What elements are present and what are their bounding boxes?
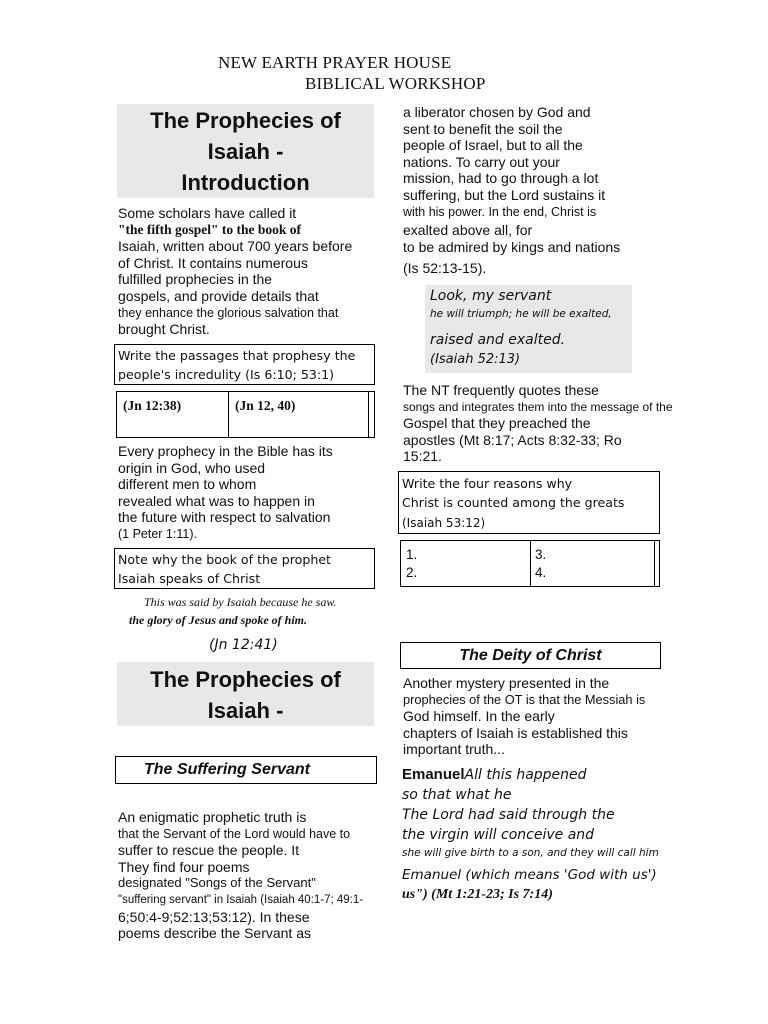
title-line: The Prophecies of (150, 108, 341, 133)
deity-paragraph: Another mystery presented in the prophecies of the OT is that the Messiah is God himself. In the early chapters of Isaiah is established this important truth... (403, 675, 646, 758)
quote-line-1: This was said by Isaiah because he saw. (144, 595, 337, 609)
emanuel-passage: EmanuelAll this happened so that what he The Lord had said through the the virgin will conceive and she will give birth to a son, and they will call him Emanuel (which means 'God with us') us") (Mt 1:21-23; Is 7:14) (402, 766, 659, 902)
title-line: Introduction (181, 170, 310, 195)
exercise-box-incredulity: Write the passages that prophesy the people's incredulity (Is 6:10; 53:1) (114, 344, 375, 385)
header-line-1: NEW EARTH PRAYER HOUSE (218, 53, 452, 72)
title-line: The Prophecies of (150, 667, 341, 692)
servant-paragraph: An enigmatic prophetic truth is that the Servant of the Lord would have to suffer to rescue the people. It They find four poems designated "Songs of the Servant" "suffering servant" in Isaiah (Isaiah 40:1-7; 49:1- 6;50:4-9;52:13;53:12). In these poems describe the Servant as (118, 809, 364, 942)
intro-paragraph: Some scholars have called it "the fifth gospel" to the book of Isaiah, written about 700 years before of Christ. It contains numerous fulfilled prophecies in the gospels, and provide details that they enhance the glorious salvation that brought Christ. (118, 205, 353, 338)
scripture-line: Look, my servant (430, 288, 552, 304)
liberator-paragraph: a liberator chosen by God and sent to benefit the soil the people of Israel, but to all the nations. To carry out your mission, had to go through a lot suffering, but the Lord sustains it with his power. In the end, Christ is exalted above all, for to be admired by kings and nations (Is 52:13-15). (403, 104, 621, 277)
header-line-2: BIBLICAL WORKSHOP (305, 74, 486, 93)
table-cell[interactable]: 3. 4. (531, 541, 655, 586)
scripture-line: raised and exalted. (430, 332, 566, 348)
title-introduction (117, 104, 374, 198)
exercise-box-four-reasons: Write the four reasons why Christ is counted among the greats (Isaiah 53:12) (398, 471, 660, 534)
scripture-box-look-my-servant (425, 285, 632, 373)
exercise-box-speaks-of-christ: Note why the book of the prophet Isaiah speaks of Christ (114, 548, 375, 589)
quote-reference: (Jn 12:41) (209, 637, 278, 653)
quote-line-2: the glory of Jesus and spoke of him. (129, 613, 308, 627)
title-line: Isaiah - (207, 698, 284, 723)
answer-table-four-reasons (400, 540, 660, 587)
scripture-reference: (Isaiah 52:13) (430, 352, 521, 367)
table-cell[interactable]: (Jn 12, 40) (229, 392, 369, 437)
origin-paragraph: Every prophecy in the Bible has its origin in God, who used different men to whom revealed what was to happen in the future with respect to salvation (1 Peter 1:11). (118, 443, 333, 541)
section-header-deity-of-christ: The Deity of Christ (400, 642, 661, 669)
emanuel-word: Emanuel (402, 766, 465, 783)
table-cell[interactable]: 1. 2. (401, 541, 531, 586)
table-cell[interactable]: (Jn 12:38) (117, 392, 229, 437)
title-prophecies-2 (117, 662, 374, 726)
scripture-line: he will triumph; he will be exalted, (430, 308, 612, 320)
section-header-suffering-servant: The Suffering Servant (115, 756, 377, 784)
answer-table-incredulity (116, 391, 375, 438)
nt-paragraph: The NT frequently quotes these songs and integrates them into the message of the Gospel that they preached the apostles (Mt 8:17; Acts 8:32-33; Ro 15:21. (403, 382, 673, 465)
title-line: Isaiah - (207, 139, 284, 164)
